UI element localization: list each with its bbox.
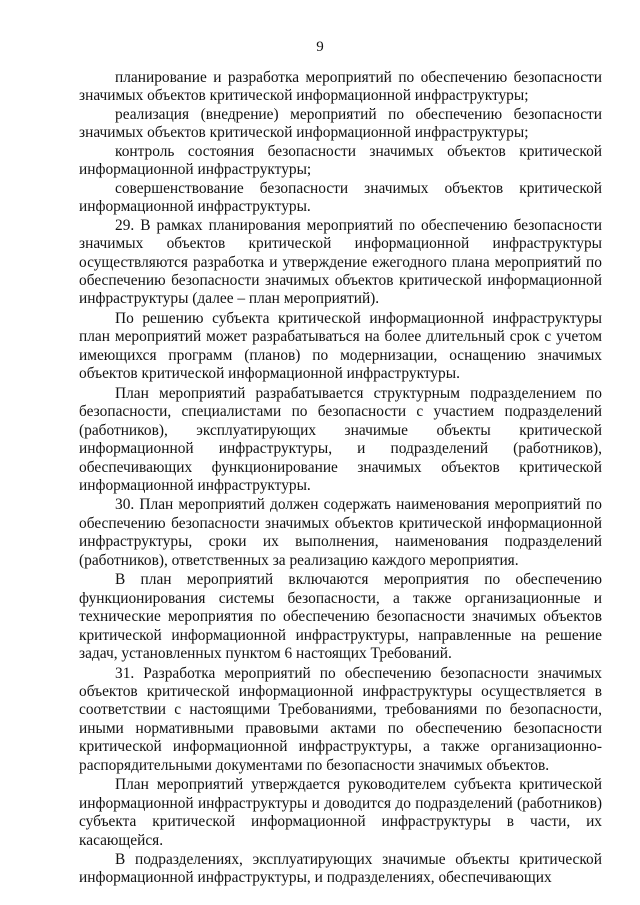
paragraph: В план мероприятий включаются мероприятия по обеспечению функционирования системы безопасности, а также организационные и технические мероприятия по обеспечению безопасности значимых объектов критической информационной инфраструктуры, направленные на решение задач, установленных пунктом 6 настоящих Требований. [79,571,602,663]
paragraph: План мероприятий разрабатывается структурным подразделением по безопасности, специалистами по безопасности с участием подразделений (работников), эксплуатирующих значимые объекты критической информационной инфраструктуры, и подразделений (работников), обеспечивающих функционирование значимых объектов критической информационной инфраструктуры. [79,384,602,494]
paragraph: совершенствование безопасности значимых объектов критической информационной инфраструктуры. [79,179,602,216]
paragraph: реализация (внедрение) мероприятий по обеспечению безопасности значимых объектов критической информационной инфраструктуры; [79,105,602,142]
document-body [79,69,602,888]
page-number: 9 [316,39,324,55]
paragraph: контроль состояния безопасности значимых объектов критической информационной инфраструктуры; [79,142,602,179]
paragraph: планирование и разработка мероприятий по обеспечению безопасности значимых объектов критической информационной инфраструктуры; [79,69,602,105]
paragraph: 29. В рамках планирования мероприятий по обеспечению безопасности значимых объектов критической информационной инфраструктуры осуществляются разработка и утверждение ежегодного плана мероприятий по обеспечению безопасности значимых объектов критической информационной инфраструктуры (далее – план мероприятий). [79,216,602,308]
paragraph: По решению субъекта критической информационной инфраструктуры план мероприятий может разрабатываться на более длительный срок с учетом имеющихся программ (планов) по модернизации, оснащению значимых объектов критической информационной инфраструктуры. [79,309,602,383]
paragraph: 31. Разработка мероприятий по обеспечению безопасности значимых объектов критической информационной инфраструктуры осуществляется в соответствии с настоящими Требованиями, требованиями по безопасности, иными нормативными правовыми актами по обеспечению безопасности критической информационной инфраструктуры, а также организационно-распорядительными документами по безопасности значимых объектов. [79,664,602,774]
paragraph: В подразделениях, эксплуатирующих значимые объекты критической информационной инфраструктуры, и подразделениях, обеспечивающих [79,851,602,887]
paragraph: 30. План мероприятий должен содержать наименования мероприятий по обеспечению безопасности значимых объектов критической информационной инфраструктуры, сроки их выполнения, наименования подразделений (работников), ответственных за реализацию каждого мероприятия. [79,496,602,569]
paragraph: План мероприятий утверждается руководителем субъекта критической информационной инфраструктуры и доводится до подразделений (работников) субъекта критической информационной инфраструктуры в части, их касающейся. [79,776,602,849]
